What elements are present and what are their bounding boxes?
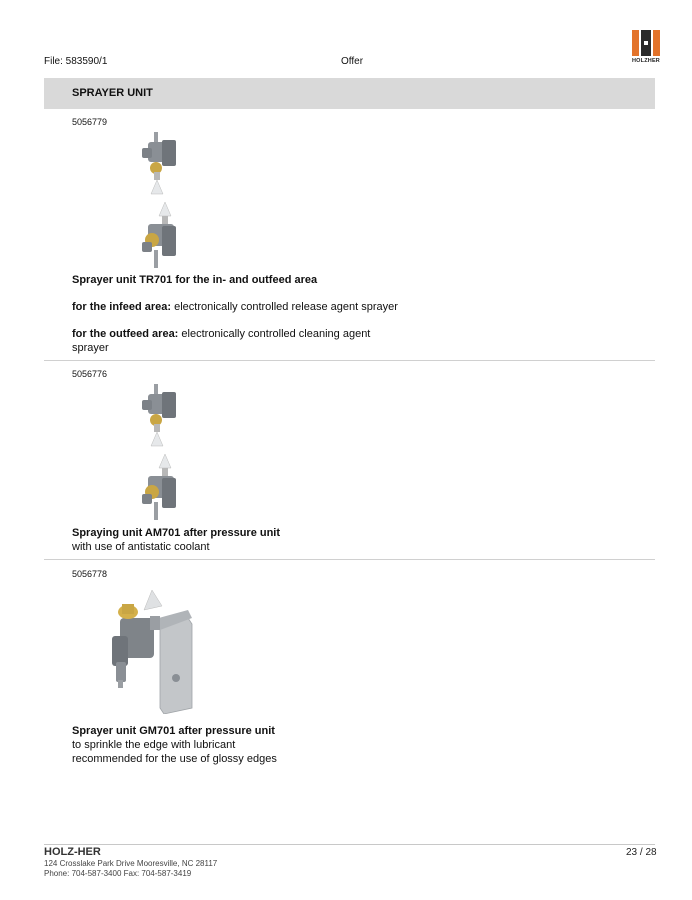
item-line: with use of antistatic coolant <box>72 541 210 553</box>
product-image <box>132 382 192 529</box>
item-line: recommended for the use of glossy edges <box>72 753 277 765</box>
file-number: File: 583590/1 <box>44 56 108 67</box>
item-title: Sprayer unit TR701 for the in- and outfeed area <box>72 274 318 286</box>
section-title: SPRAYER UNIT <box>72 87 153 99</box>
item-title: Sprayer unit GM701 after pressure unit <box>72 725 275 737</box>
page-number: 23 / 28 <box>626 847 657 858</box>
article-number: 5056779 <box>72 117 108 127</box>
separator <box>44 559 655 560</box>
item-line-label: for the outfeed area: <box>72 328 179 340</box>
item-line-text: electronically controlled cleaning agent <box>178 328 371 340</box>
sprayer-double-icon <box>132 130 192 272</box>
item-line <box>72 328 370 340</box>
article-number: 5056778 <box>72 569 108 579</box>
footer-divider <box>44 844 655 845</box>
item-line-label: for the infeed area: <box>72 301 172 313</box>
item-line <box>72 342 109 354</box>
separator <box>44 360 655 361</box>
holzher-logo-icon <box>628 28 664 58</box>
sprayer-double-icon <box>132 382 192 524</box>
section-header <box>44 78 655 109</box>
holzher-logo <box>628 28 664 70</box>
product-image <box>132 130 192 277</box>
sprayer-bracket-icon <box>104 588 204 714</box>
item-line: to sprinkle the edge with lubricant <box>72 739 236 751</box>
document-type: Offer <box>341 56 364 67</box>
footer-address: 124 Crosslake Park Drive Mooresville, NC 28117 <box>44 859 218 868</box>
logo-text: HOLZHER <box>632 58 660 64</box>
item-line-text: electronically controlled release agent sprayer <box>171 301 398 313</box>
product-image <box>104 588 204 719</box>
footer-phone: Phone: 704-587-3400 Fax: 704-587-3419 <box>44 869 192 878</box>
article-number: 5056776 <box>72 369 108 379</box>
footer-company: HOLZ-HER <box>44 846 101 858</box>
item-line <box>72 301 398 313</box>
item-title: Spraying unit AM701 after pressure unit <box>72 527 281 539</box>
item-line-text: sprayer <box>72 342 109 354</box>
